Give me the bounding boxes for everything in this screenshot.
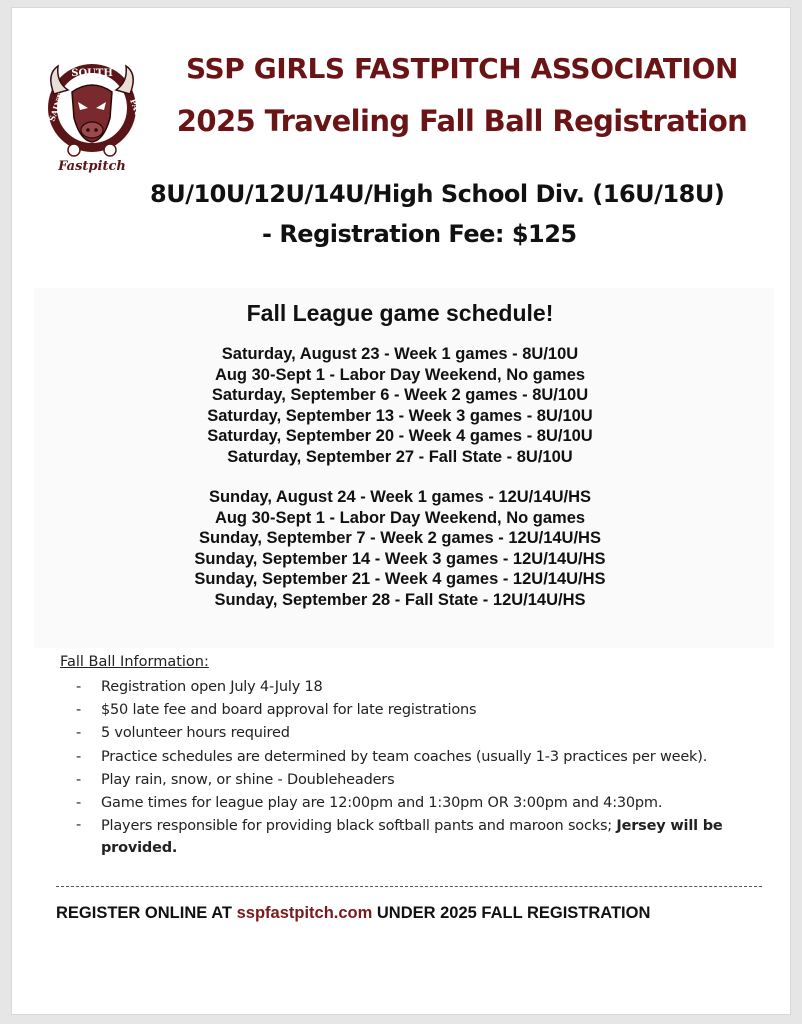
divisions-line: 8U/10U/12U/14U/High School Div. (16U/18U) (150, 180, 725, 208)
info-item (76, 769, 776, 792)
schedule-line: Sunday, September 21 - Week 4 games - 12U/14U/HS (194, 570, 606, 588)
info-item-text: Play rain, snow, or shine - Doubleheaders (101, 771, 395, 788)
schedule-title: Fall League game schedule! (246, 300, 554, 326)
schedule-line: Saturday, September 20 - Week 4 games - 8U/10U (207, 427, 593, 445)
info-item (76, 815, 776, 859)
bullet-dash: - (76, 795, 82, 812)
logo-text-top: SOUTH (71, 68, 113, 79)
schedule-line: Sunday, August 24 - Week 1 games - 12U/14U/HS (208, 488, 592, 506)
info-item (76, 722, 776, 745)
bull-logo-icon (44, 56, 146, 176)
register-suffix: UNDER 2025 FALL REGISTRATION (372, 904, 651, 922)
bullet-dash: - (76, 725, 82, 742)
schedule-line: Saturday, September 6 - Week 2 games - 8U/10U (211, 386, 589, 404)
dashed-divider (56, 886, 762, 887)
saturday-schedule (12, 344, 788, 467)
register-prefix: REGISTER ONLINE AT (56, 904, 237, 922)
association-title: SSP GIRLS FASTPITCH ASSOCIATION (185, 52, 739, 85)
bullet-dash: - (76, 702, 82, 719)
bullet-dash: - (76, 679, 82, 695)
info-item-text: 5 volunteer hours required (101, 725, 290, 742)
info-item-text: Game times for league play are 12:00pm and 1:30pm OR 3:00pm and 4:30pm. (101, 795, 663, 812)
register-link[interactable]: sspfastpitch.com (236, 904, 373, 922)
schedule-line: Saturday, August 23 - Week 1 games - 8U/10U (221, 345, 579, 363)
schedule-line: Saturday, September 27 - Fall State - 8U/10U (227, 447, 573, 466)
schedule-line: Aug 30-Sept 1 - Labor Day Weekend, No games (214, 365, 586, 384)
schedule-line: Sunday, September 28 - Fall State - 12U/14U/HS (214, 590, 586, 609)
schedule-line: Aug 30-Sept 1 - Labor Day Weekend, No games (214, 508, 586, 527)
info-item-text: $50 late fee and board approval for late registrations (101, 702, 477, 719)
info-item-text: Registration open July 4-July 18 (101, 679, 323, 695)
schedule-line: Sunday, September 14 - Week 3 games - 12U/14U/HS (194, 549, 606, 568)
schedule-line: Sunday, September 7 - Week 2 games - 12U/14U/HS (199, 529, 601, 547)
bullet-dash: - (76, 771, 82, 788)
bullet-dash: - (76, 748, 82, 765)
logo-script-text: Fastpitch (58, 159, 126, 174)
bullet-dash: - (76, 817, 82, 834)
sunday-schedule (12, 487, 788, 610)
info-list (76, 676, 776, 859)
info-item-text: Players responsible for providing black softball pants and maroon socks; (101, 818, 617, 835)
info-item-bold-text: Jersey will be provided. (101, 818, 723, 856)
registration-fee: - Registration Fee: $125 (262, 220, 577, 248)
logo-text-left: SAINT (46, 92, 66, 123)
info-item-text: Practice schedules are determined by team coaches (usually 1-3 practices per week). (101, 748, 708, 765)
registration-subtitle: 2025 Traveling Fall Ball Registration (176, 104, 748, 138)
info-item (76, 792, 776, 815)
info-item (76, 676, 776, 699)
schedule-line: Saturday, September 13 - Week 3 games - 8U/10U (207, 406, 593, 425)
info-heading: Fall Ball Information: (60, 654, 209, 670)
info-item (76, 746, 776, 769)
register-callout (56, 904, 762, 923)
logo-text-right: PAUL (128, 97, 146, 124)
info-item (76, 699, 776, 722)
